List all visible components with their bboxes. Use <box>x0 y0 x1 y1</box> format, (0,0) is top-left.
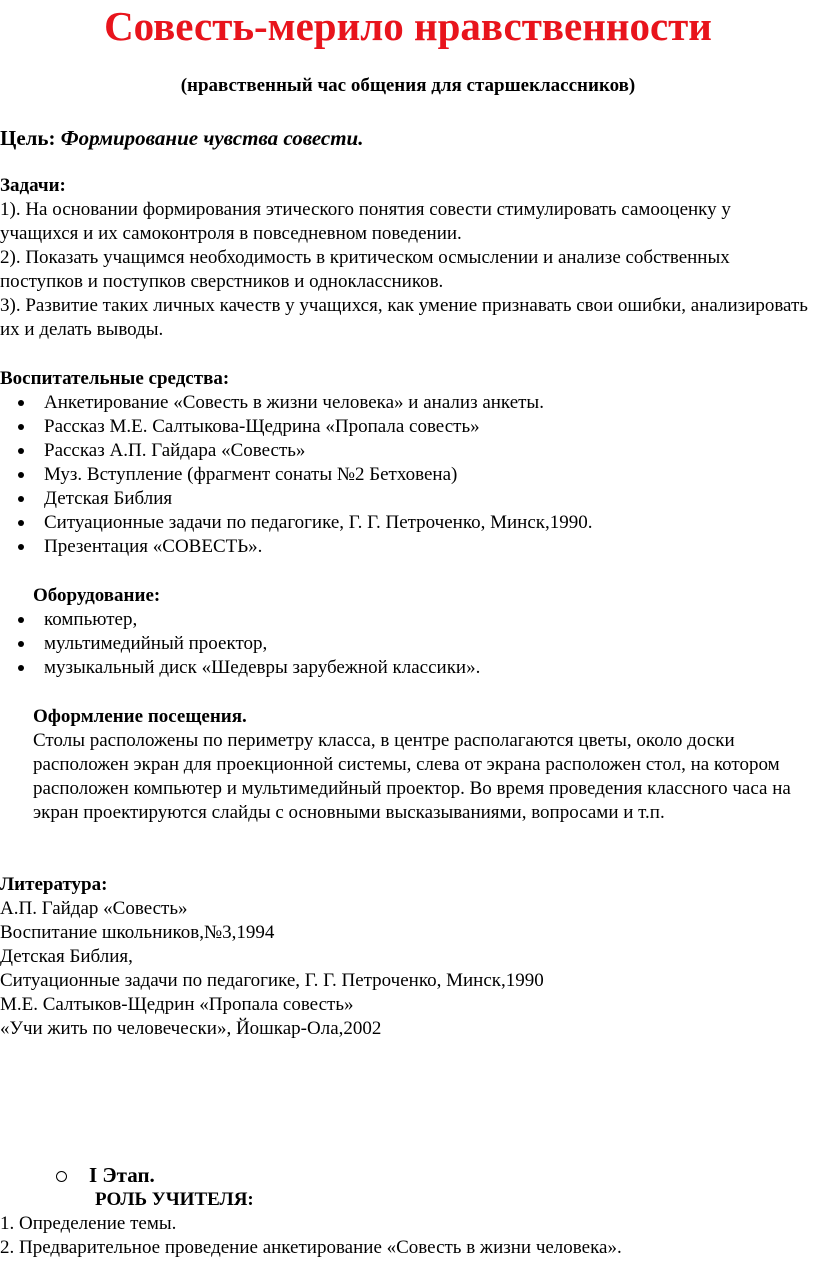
list-item-text: компьютер, <box>44 609 138 630</box>
design-heading: Оформление посещения. <box>33 706 247 727</box>
list-item <box>0 439 812 463</box>
literature-item: «Учи жить по человечески», Йошкар-Ола,2002 <box>0 1018 382 1039</box>
bullet-icon <box>18 665 24 671</box>
stage-label: I Этап. <box>89 1163 155 1187</box>
list-item-text: Анкетирование «Совесть в жизни человека» и анализ анкеты. <box>44 392 544 413</box>
design-text: Столы расположены по периметру класса, в центре располагаются цветы, около доски расположен экран для проекционной системы, слева от экрана расположен стол, на котором расположен компьютер и мультимедийный проектор. Во время проведения классного часа на экран проектируются слайды с основными высказываниями, вопросами и т.п. <box>33 730 791 823</box>
list-item <box>0 632 812 656</box>
list-item-text: Ситуационные задачи по педагогике, Г. Г. Петроченко, Минск,1990. <box>44 512 593 533</box>
bullet-icon <box>18 544 24 550</box>
goal-line <box>0 124 363 152</box>
list-item <box>0 463 812 487</box>
list-item <box>0 415 812 439</box>
design-section <box>0 705 812 825</box>
stage-step: 2. Предварительное проведение анкетирование «Совесть в жизни человека». <box>0 1237 622 1258</box>
page-subtitle: (нравственный час общения для старшеклассников) <box>180 75 636 96</box>
stage-steps <box>0 1212 812 1260</box>
literature-item: Ситуационные задачи по педагогике, Г. Г. Петроченко, Минск,1990 <box>0 970 544 991</box>
bullet-icon <box>18 617 24 623</box>
means-section <box>0 367 812 559</box>
list-item-text: музыкальный диск «Шедевры зарубежной классики». <box>44 657 481 678</box>
bullet-icon <box>18 496 24 502</box>
bullet-icon <box>18 448 24 454</box>
literature-item: А.П. Гайдар «Совесть» <box>0 898 188 919</box>
means-list <box>0 391 812 559</box>
literature-item: М.Е. Салтыков-Щедрин «Пропала совесть» <box>0 994 354 1015</box>
role-heading: РОЛЬ УЧИТЕЛЯ: <box>95 1189 254 1210</box>
bullet-icon <box>18 520 24 526</box>
equipment-section <box>0 584 812 680</box>
list-item-text: Рассказ А.П. Гайдара «Совесть» <box>44 440 306 461</box>
means-heading: Воспитательные средства: <box>0 368 230 389</box>
list-item <box>0 608 812 632</box>
task-item: 3). Развитие таких личных качеств у учащихся, как умение признавать свои ошибки, анализировать их и делать выводы. <box>0 295 808 340</box>
circle-bullet-icon <box>56 1171 67 1182</box>
list-item-text: Муз. Вступление (фрагмент сонаты №2 Бетховена) <box>44 464 458 485</box>
literature-section <box>0 873 812 1041</box>
tasks-section <box>0 174 812 342</box>
list-item-text: мультимедийный проектор, <box>44 633 268 654</box>
stage-heading <box>56 1162 155 1188</box>
list-item <box>0 391 812 415</box>
bullet-icon <box>18 641 24 647</box>
bullet-icon <box>18 400 24 406</box>
literature-item: Детская Библия, <box>0 946 133 967</box>
bullet-icon <box>18 472 24 478</box>
list-item <box>0 511 812 535</box>
list-item <box>0 487 812 511</box>
task-item: 1). На основании формирования этического понятия совести стимулировать самооценку у учащихся и их самоконтроля в повседневном поведении. <box>0 199 731 244</box>
equipment-list <box>0 608 812 680</box>
page-title: Совесть-мерило нравственности <box>104 3 712 49</box>
list-item-text: Презентация «СОВЕСТЬ». <box>44 536 263 557</box>
list-item <box>0 535 812 559</box>
goal-text: Формирование чувства совести. <box>60 126 364 150</box>
goal-label: Цель: <box>0 126 56 150</box>
bullet-icon <box>18 424 24 430</box>
tasks-heading: Задачи: <box>0 175 66 196</box>
list-item-text: Детская Библия <box>44 488 173 509</box>
list-item-text: Рассказ М.Е. Салтыкова-Щедрина «Пропала совесть» <box>44 416 480 437</box>
literature-heading: Литература: <box>0 874 108 895</box>
task-item: 2). Показать учащимся необходимость в критическом осмыслении и анализе собственных поступков и поступков сверстников и одноклассников. <box>0 247 730 292</box>
list-item <box>0 656 812 680</box>
stage-step: 1. Определение темы. <box>0 1213 177 1234</box>
equipment-heading: Оборудование: <box>33 585 161 606</box>
literature-item: Воспитание школьников,№3,1994 <box>0 922 275 943</box>
